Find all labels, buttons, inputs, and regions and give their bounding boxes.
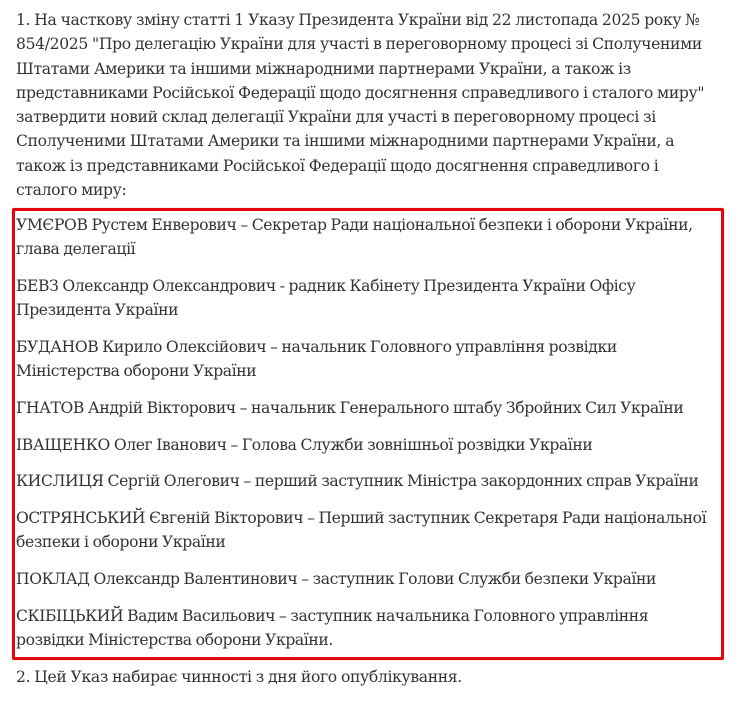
delegation-member: БЕВЗ Олександр Олександрович - радник Кабінету Президента України Офісу Президента України <box>16 276 636 320</box>
decree-paragraph-2: 2. Цей Указ набирає чинності з дня його опублікування. <box>16 668 462 686</box>
delegation-member: ІВАЩЕНКО Олег Іванович – Голова Служби зовнішньої розвідки України <box>16 435 593 454</box>
delegation-member: УМЄРОВ Рустем Енверович – Секретар Ради національної безпеки і оборони України, глава делегації <box>16 216 693 259</box>
decree-paragraph-1: 1. На часткову зміну статті 1 Указу Президента України від 22 листопада 2025 року № 854/2025 "Про делегацію України для участі в переговорному процесі зі Сполученими Штатами Америки та іншими міжнародними партнерами України, а також із представниками Російської Федерації щодо досягнення справедливого і сталого миру" затвердити новий склад делегації України для участі в переговорному процесі зі Сполученими Штатами Америки та іншими міжнародними партнерами України, а також із представниками Російської Федерації щодо досягнення справедливого і сталого миру: <box>16 11 705 200</box>
delegation-member: ОСТРЯНСЬКИЙ Євгеній Вікторович – Перший заступник Секретаря Ради національної безпеки і оборони України <box>16 509 707 552</box>
delegation-member: ГНАТОВ Андрій Вікторович – начальник Генерального штабу Збройних Сил України <box>16 398 684 417</box>
delegation-member: СКІБІЦЬКИЙ Вадим Васильович – заступник начальника Головного управління розвідки Міністерства оборони України. <box>16 606 649 649</box>
delegation-member-list <box>16 213 716 665</box>
delegation-member: БУДАНОВ Кирило Олексійович – начальник Головного управління розвідки Міністерства оборони України <box>16 337 617 381</box>
delegation-member: ПОКЛАД Олександр Валентинович – заступник Голови Служби безпеки України <box>16 570 656 588</box>
decree-document <box>16 8 728 202</box>
delegation-member: КИСЛИЦЯ Сергій Олегович – перший заступник Міністра закордонних справ України <box>16 472 699 491</box>
